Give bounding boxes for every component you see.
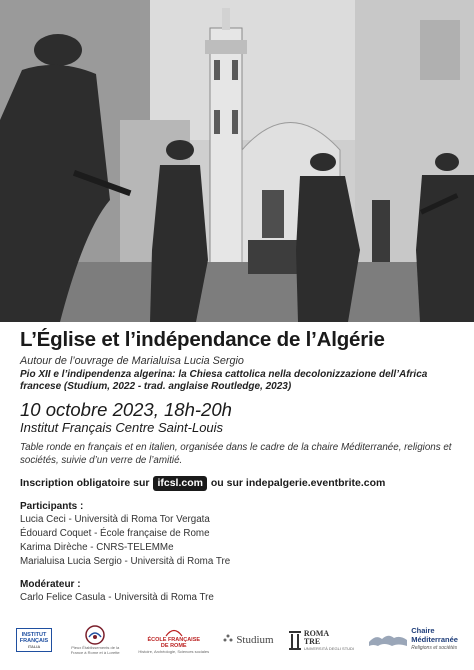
chaire-mediterranee-logo: Chaire Méditerranée Religions et sociétés [368,627,458,653]
moderator-heading: Modérateur : [20,579,81,590]
archival-photo [0,0,474,322]
wreath-icon [164,627,184,637]
pieux-etablissements-logo: Pieux Établissements de la France à Rome et à Lorette [66,625,124,655]
participants-heading: Participants : [20,501,84,512]
event-description: Table ronde en français et en italien, organisée dans le cadre de la chaire Méditerranée, religions et sociétés, suivie d’un verre de l’amitié. [20,442,452,466]
column-icon [288,629,302,651]
participant-item: Édouard Coquet - École française de Rome [20,528,210,539]
event-title: L’Église et l’indépendance de l’Algérie [20,328,385,351]
participant-item: Lucia Ceci - Università di Roma Tor Vergata [20,514,210,525]
registration-line [20,475,460,491]
book-reference: Pio XII e l’indipendenza algerina: la Chiesa cattolica nella decolonizzazione dell’Africa francese (Studium, 2022 - trad. anglaise Routledge, 2023) [20,369,428,392]
partner-logos [16,622,458,658]
registration-link-eventbrite[interactable]: indepalgerie.eventbrite.com [245,477,386,489]
crest-icon [83,625,107,645]
registration-link-ifcsl[interactable]: ifcsl.com [153,476,207,491]
event-venue: Institut Français Centre Saint-Louis [20,420,224,435]
event-details [20,328,460,605]
registration-prefix: Inscription obligatoire sur [20,477,150,489]
institut-francais-logo: INSTITUT FRANÇAIS ITALIA [16,628,52,652]
studium-icon [223,633,233,647]
event-subtitle: Autour de l’ouvrage de Marialuisa Lucia Sergio [20,355,244,367]
studium-logo: Studium [223,633,273,647]
moderator-name: Carlo Felice Casula - Università di Roma Tre [20,592,214,603]
participant-item: Karima Dirèche - CNRS-TELEMMe [20,542,174,553]
ecole-francaise-logo: ÉCOLE FRANÇAISE DE ROME Histoire, Archéologie, Sciences sociales [138,627,209,654]
header-photo [0,0,474,322]
registration-middle: ou sur [210,477,243,489]
mediterranean-map-icon [368,630,408,650]
roma-tre-logo: ROMA TRE UNIVERSITÀ DEGLI STUDI [288,629,354,651]
participant-item: Marialuisa Lucia Sergio - Università di Roma Tre [20,556,231,567]
participants-list [20,513,460,569]
event-date: 10 octobre 2023, 18h-20h [20,399,232,420]
